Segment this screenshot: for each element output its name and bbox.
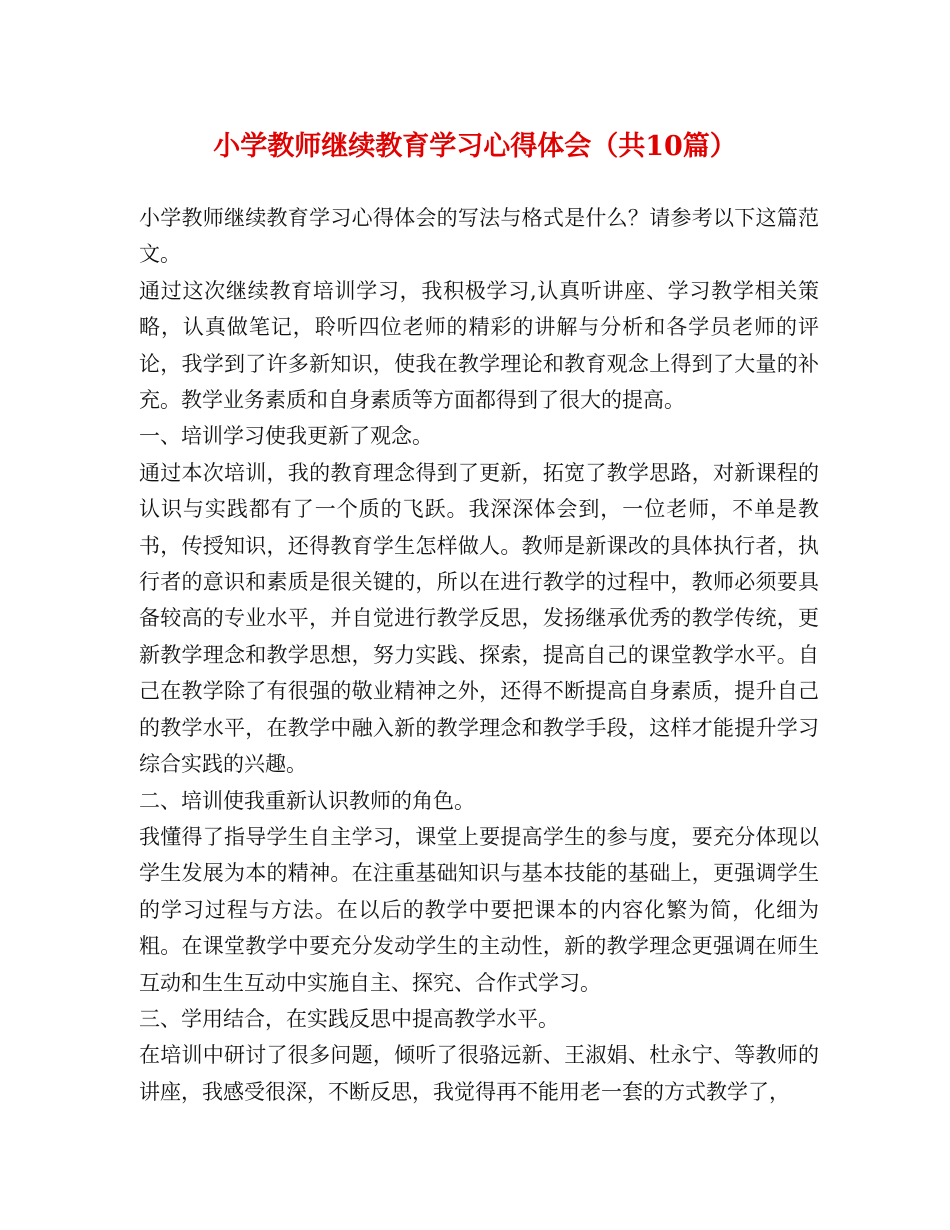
paragraph-section-2: 我懂得了指导学生自主学习，课堂上要提高学生的参与度，要充分体现以学生发展为本的精神。在注重基础知识与基本技能的基础上，更强调学生的学习过程与方法。在以后的教学中要把课本的内容化繁为简，化细为粗。在课堂教学中要充分发动学生的主动性，新的教学理念更强调在师生互动和生生互动中实施自主、探究、合作式学习。	[139, 824, 819, 995]
section-heading-1: 一、培训学习使我更新了观念。	[139, 424, 433, 449]
paragraph-section-1: 通过本次培训，我的教育理念得到了更新，拓宽了教学思路，对新课程的认识与实践都有了一个质的飞跃。我深深体会到，一位老师，不单是教书，传授知识，还得教育学生怎样做人。教师是新课改的具体执行者，执行者的意识和素质是很关键的，所以在进行教学的过程中，教师必须要具备较高的专业水平，并自觉进行教学反思，发扬继承优秀的教学传统，更新教学理念和教学思想，努力实践、探索，提高自己的课堂教学水平。自己在教学除了有很强的敬业精神之外，还得不断提高自身素质，提升自己的教学水平，在教学中融入新的教学理念和教学手段，这样才能提升学习综合实践的兴趣。	[139, 460, 819, 777]
section-heading-3: 三、学用结合，在实践反思中提高教学水平。	[139, 1006, 559, 1031]
paragraph-overview: 通过这次继续教育培训学习，我积极学习,认真听讲座、学习教学相关策略，认真做笔记，聆听四位老师的精彩的讲解与分析和各学员老师的评论，我学到了许多新知识，使我在教学理论和教育观念上得到了大量的补充。教学业务素质和自身素质等方面都得到了很大的提高。	[139, 278, 819, 413]
document-title: 小学教师继续教育学习心得体会（共10篇）	[213, 131, 737, 162]
paragraph-intro: 小学教师继续教育学习心得体会的写法与格式是什么？请参考以下这篇范文。	[139, 206, 819, 267]
paragraph-section-3: 在培训中研讨了很多问题，倾听了很骆远新、王淑娟、杜永宁、等教师的讲座，我感受很深，不断反思，我觉得再不能用老一套的方式教学了，	[139, 1043, 819, 1104]
document-body	[139, 200, 819, 1110]
section-heading-2: 二、培训使我重新认识教师的角色。	[139, 788, 475, 813]
